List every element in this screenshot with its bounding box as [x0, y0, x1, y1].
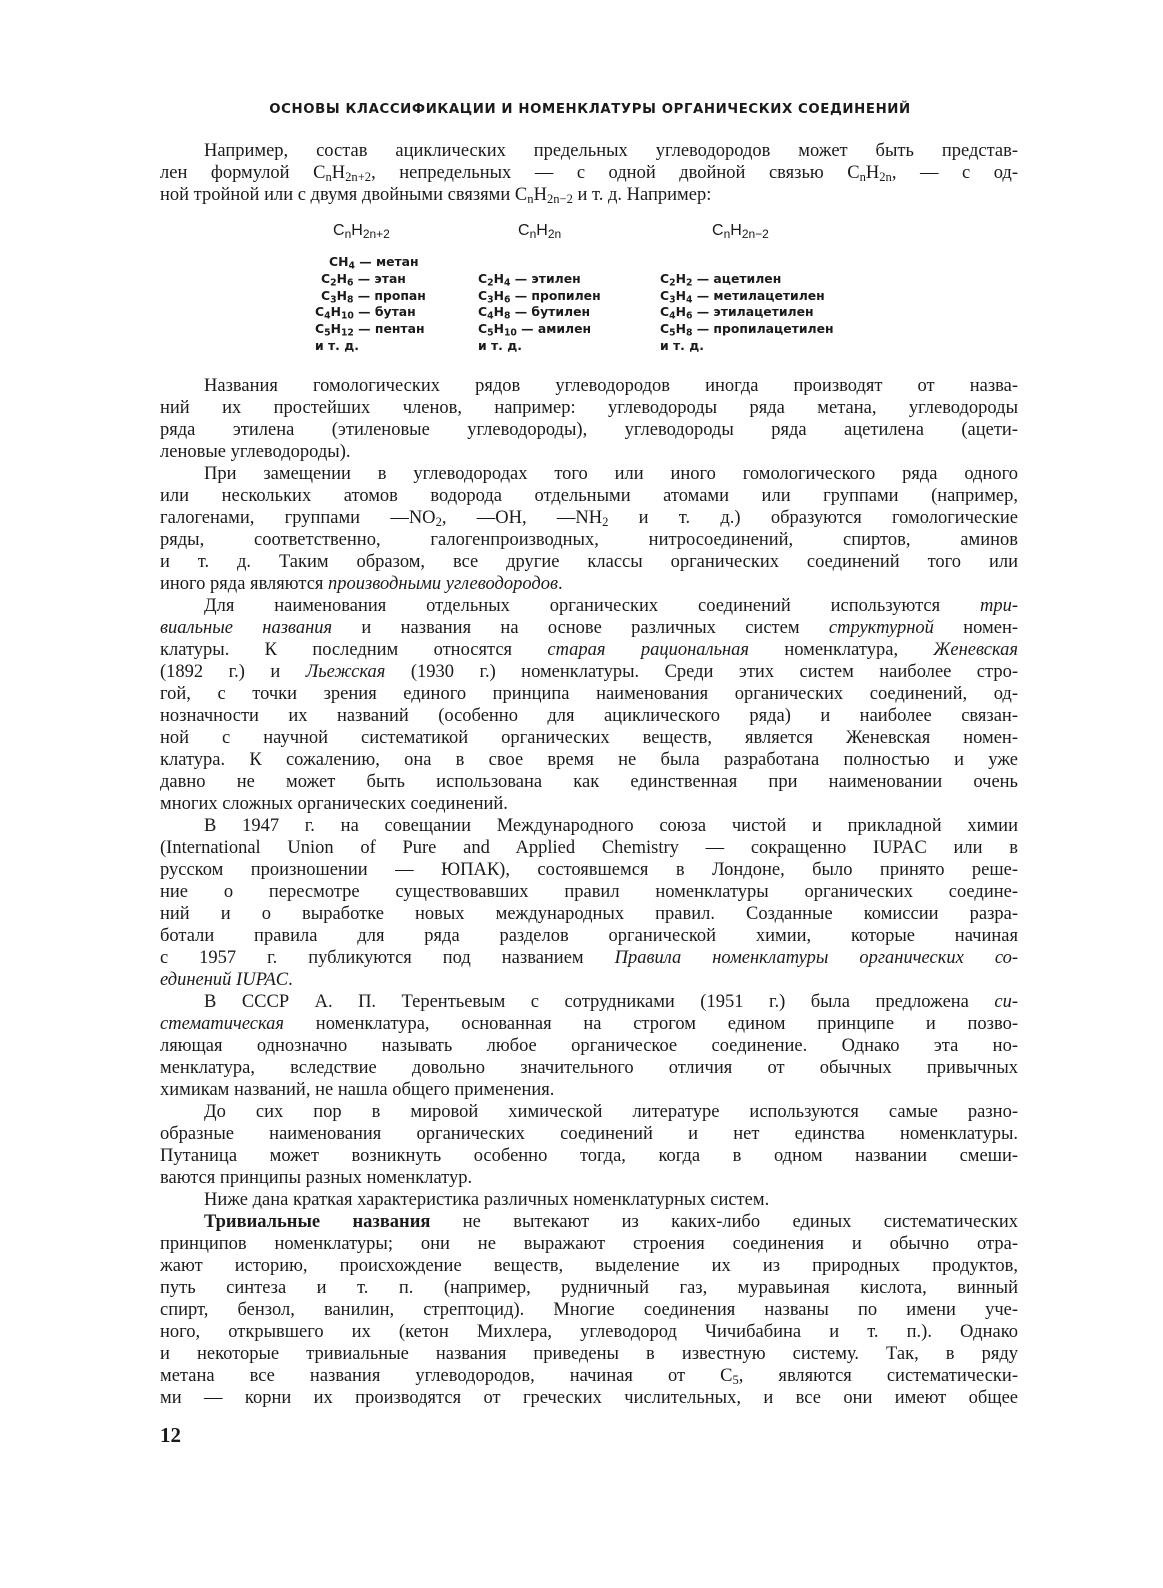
text-line: путь синтеза и т. п. (например, рудничный газ, муравьиная кислота, винный — [160, 1278, 1018, 1298]
alkanes-series-item: $C_3H_8$ — пропан — [321, 287, 426, 305]
text-line: ной тройной или с двумя двойными связями $C_nH_{2n-2}$ и т. д. Например: — [160, 185, 712, 206]
text-line: ляющая однозначно называть любое органическое соединение. Однако эта но- — [160, 1036, 1018, 1056]
text-line: образные наименования органических соединений и нет единства номенклатуры. — [160, 1124, 1018, 1144]
text-line: и т. д. Таким образом, все другие классы органических соединений того или — [160, 552, 1018, 572]
alkenes-series-item: $C_2H_4$ — этилен — [478, 270, 581, 289]
alkynes-series-item: $C_5H_8$ — пропилацетилен — [660, 321, 834, 339]
text-line: или нескольких атомов водорода отдельными атомами или группами (например, — [160, 486, 1018, 506]
text-line: иного ряда являются производными углеводородов. — [160, 574, 563, 594]
alkanes-series-item: $CH_4$ — метан — [329, 254, 419, 272]
alkynes-general-formula: $C_nH_{2n-2}$ — [712, 222, 769, 241]
text-line: ной с научной систематикой органических веществ, является Женевская номен- — [160, 728, 1018, 748]
text-line: стематическая номенклатура, основанная на строгом едином принципе и позво- — [160, 1014, 1018, 1034]
text-line: с 1957 г. публикуются под названием Правила номенклатуры органических со- — [160, 948, 1018, 968]
alkenes-series-item: $C_4H_8$ — бутилен — [478, 304, 591, 322]
homologous-series-table — [0, 218, 1163, 358]
text-line: лен формулой $C_nH_{2n+2}$, непредельных — с одной двойной связью $C_nH_{2n}$, — с од- — [160, 163, 1018, 184]
text-line: жают историю, происхождение веществ, выделение их из природных продуктов, — [160, 1256, 1018, 1276]
text-line: В СССР А. П. Терентьевым с сотрудниками (1951 г.) была предложена си- — [204, 992, 1018, 1012]
text-line: (International Union of Pure and Applied Chemistry — сокращенно IUPAC или в — [160, 838, 1018, 858]
text-line: В 1947 г. на совещании Международного союза чистой и прикладной химии — [204, 816, 1018, 836]
text-line: клатуры. К последним относятся старая рациональная номенклатура, Женевская — [160, 640, 1018, 660]
alkynes-series-item: $C_4H_6$ — этилацетилен — [660, 304, 814, 322]
text-line: и некоторые тривиальные названия приведены в известную систему. Так, в ряду — [160, 1344, 1018, 1364]
text-line: (1892 г.) и Льежская (1930 г.) номенклатуры. Среди этих систем наиболее стро- — [160, 662, 1018, 682]
text-line: Для наименования отдельных органических соединений используются три- — [204, 596, 1018, 616]
text-line: До сих пор в мировой химической литературе используются самые разно- — [204, 1102, 1018, 1122]
text-line: ного, открывшего их (кетон Михлера, углеводород Чичибабина и т. п.). Однако — [160, 1322, 1018, 1342]
text-line: клатура. К сожалению, она в свое время не была разработана полностью и уже — [160, 750, 1018, 770]
alkenes-general-formula: $C_nH_{2n}$ — [518, 222, 562, 241]
text-line: единений IUPAC. — [160, 970, 293, 990]
alkenes-series-item: $C_3H_6$ — пропилен — [478, 287, 601, 305]
text-line: Путаница может возникнуть особенно тогда, когда в одном названии смеши- — [160, 1146, 1018, 1166]
text-line: давно не может быть использована как единственная при наименовании очень — [160, 772, 1018, 792]
alkanes-general-formula: $C_nH_{2n+2}$ — [333, 222, 390, 241]
text-line: ваются принципы разных номенклатур. — [160, 1168, 473, 1188]
text-line: ний и о выработке новых международных правил. Созданные комиссии разра- — [160, 904, 1018, 924]
intro-paragraph — [160, 140, 1018, 206]
alkynes-column — [660, 218, 834, 355]
alkanes-series-item: и т. д. — [315, 337, 359, 353]
text-line: нозначности их названий (особенно для ациклического ряда) и наиболее связан- — [160, 706, 1018, 726]
alkanes-series-item: $C_5H_{12}$ — пентан — [315, 321, 425, 339]
text-line: виальные названия и названия на основе различных систем структурной номен- — [160, 618, 1018, 638]
alkanes-column — [315, 218, 426, 355]
alkynes-series-item: $C_3H_4$ — метилацетилен — [660, 287, 825, 305]
main-text — [160, 375, 1018, 1409]
alkanes-series-item: $C_4H_{10}$ — бутан — [315, 304, 416, 322]
text-line: ми — корни их производятся от греческих числительных, и все они имеют общее — [160, 1388, 1018, 1408]
alkenes-column — [478, 218, 601, 355]
alkenes-series-item: и т. д. — [478, 337, 522, 353]
text-line: леновые углеводороды). — [160, 442, 351, 462]
text-line: ний их простейших членов, например: углеводороды ряда метана, углеводороды — [160, 398, 1018, 418]
alkenes-series-item: $C_5H_{10}$ — амилен — [478, 321, 592, 339]
text-line: Например, состав ациклических предельных углеводородов может быть представ- — [204, 141, 1018, 161]
alkynes-series-item: и т. д. — [660, 337, 704, 353]
text-line: русском произношении — ЮПАК), состоявшемся в Лондоне, было принято реше- — [160, 860, 1018, 880]
text-line: ряда этилена (этиленовые углеводороды), углеводороды ряда ацетилена (ацети- — [160, 420, 1018, 440]
text-line: принципов номенклатуры; они не выражают строения соединения и обычно отра- — [160, 1234, 1018, 1254]
text-line: метана все названия углеводородов, начиная от $C_5$, являются систематически- — [160, 1366, 1018, 1387]
text-line: гой, с точки зрения единого принципа наименования органических соединений, од- — [160, 684, 1018, 704]
text-line: ботали правила для ряда разделов органической химии, которые начиная — [160, 926, 1018, 946]
text-line: Ниже дана краткая характеристика различных номенклатурных систем. — [204, 1190, 770, 1210]
alkynes-series-item: $C_2H_2$ — ацетилен — [660, 270, 782, 289]
running-head: ОСНОВЫ КЛАССИФИКАЦИИ И НОМЕНКЛАТУРЫ ОРГАНИЧЕСКИХ СОЕДИНЕНИЙ — [269, 102, 911, 117]
text-line: При замещении в углеводородах того или иного гомологического ряда одного — [204, 464, 1018, 484]
text-line: Тривиальные названия не вытекают из каких-либо единых систематических — [204, 1212, 1018, 1232]
text-line: галогенами, группами $—NO_2$, —OH, $—NH_2$ и т. д.) образуются гомологические — [160, 508, 1018, 529]
text-line: ряды, соответственно, галогенпроизводных, нитросоединений, спиртов, аминов — [160, 530, 1018, 550]
text-line: химикам названий, не нашла общего применения. — [160, 1080, 555, 1100]
text-line: менклатура, вследствие довольно значительного отличия от обычных привычных — [160, 1058, 1018, 1078]
text-line: ние о пересмотре существовавших правил номенклатуры органических соедине- — [160, 882, 1018, 902]
alkanes-series-item: $C_2H_6$ — этан — [321, 270, 406, 289]
text-line: многих сложных органических соединений. — [160, 794, 508, 814]
page-number: 12 — [160, 1423, 181, 1447]
text-line: спирт, бензол, ванилин, стрептоцид). Многие соединения названы по имени уче- — [160, 1300, 1018, 1320]
text-line: Названия гомологических рядов углеводородов иногда производят от назва- — [204, 376, 1018, 396]
